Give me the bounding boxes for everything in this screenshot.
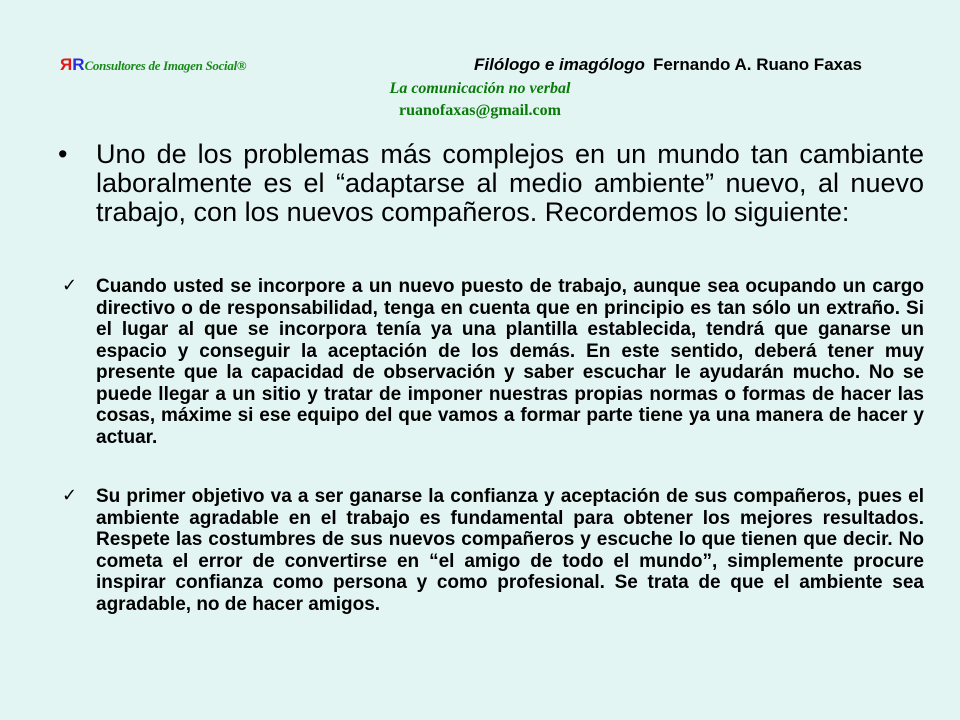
main-bullet <box>58 140 924 227</box>
check-icon: ✓ <box>62 485 78 506</box>
brand-logo <box>60 55 246 75</box>
contact-email: ruanofaxas@gmail.com <box>399 102 561 119</box>
brand-letter-reversed: R <box>60 55 73 74</box>
check-item-text: Su primer objetivo va a ser ganarse la confianza y aceptación de sus compañeros, pues el ambiente agradable en el trabajo es fundamental para obtener los mejores resultados. Respete las costumbres de sus nuevos compañeros y escuche lo que tienen que decir. No cometa el error de convertirse en “el amigo de todo el mundo”, simplemente procure inspirar confianza como persona y como profesional. Se trata de que el ambiente sea agradable, no de hacer amigos. <box>96 486 924 615</box>
author-role: Filólogo e imagólogo <box>474 55 645 74</box>
author-line <box>474 55 862 75</box>
brand-text: Consultores de Imagen Social® <box>84 58 247 73</box>
slide-subtitle: La comunicación no verbal <box>389 80 571 97</box>
author-name: Fernando A. Ruano Faxas <box>652 55 863 74</box>
slide-header <box>0 0 960 130</box>
main-bullet-text: Uno de los problemas más complejos en un mundo tan cambiante laboralmente es el “adaptarse al medio ambiente” nuevo, al nuevo trabajo, con los nuevos compañeros. Recordemos lo siguiente: <box>96 139 924 227</box>
brand-letter: R <box>72 55 85 74</box>
check-item-text: Cuando usted se incorpore a un nuevo puesto de trabajo, aunque sea ocupando un cargo directivo o de responsabilidad, tenga en cuenta que en principio es tan sólo un extraño. Si el lugar al que se incorpora tenía ya una plantilla establecida, tendrá que ganarse un espacio y conseguir la aceptación de los demás. En este sentido, deberá tener muy presente que la capacidad de observación y saber escuchar le ayudarán mucho. No se puede llegar a un sitio y tratar de imponer nuestras propias normas o formas de hacer las cosas, máxime si ese equipo del que vamos a formar parte tiene ya una manera de hacer y actuar. <box>96 276 924 448</box>
bullet-marker: • <box>58 139 68 169</box>
check-item-trust <box>58 486 924 615</box>
check-item-incorporation <box>58 276 924 448</box>
check-icon: ✓ <box>62 275 78 296</box>
slide-content <box>58 140 924 615</box>
